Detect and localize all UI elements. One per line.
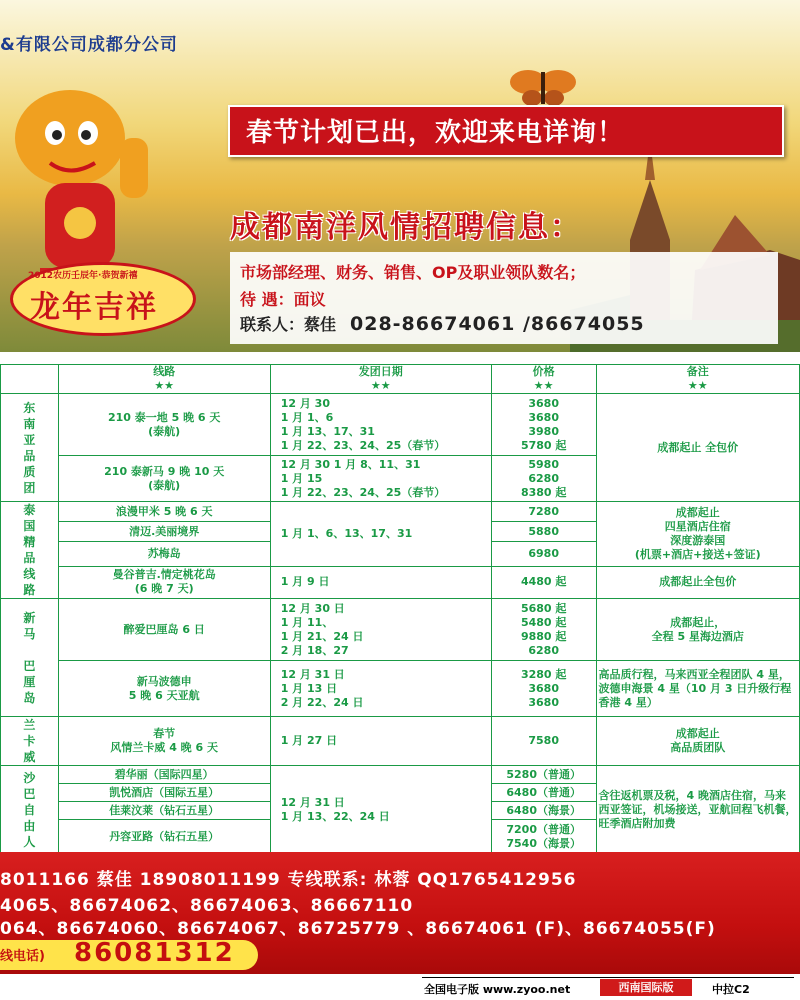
- date-cell: 12 月 30 日 1 月 11、 1 月 21、24 日 2 月 18、27: [280, 601, 364, 657]
- company-name: &有限公司成都分公司: [0, 35, 178, 55]
- route-cell: 凯悦酒店（国际五星）: [58, 784, 270, 802]
- hotline-number: 86081312: [74, 938, 235, 968]
- footer-contact-line-3: 064、86674060、86674067、86725779 、86674061 (F)、86674055(F): [0, 919, 716, 939]
- table-row: [1, 766, 800, 784]
- header-date: 发团日期 ★★: [270, 365, 491, 394]
- note-cell: 含往返机票及税，4 晚酒店住宿，马来西亚签证，机场接送，亚航回程飞机餐，旺季酒店附加费: [596, 766, 799, 854]
- header-category: [1, 365, 59, 394]
- slogan-text: 春节计划已出，欢迎来电详询！: [246, 118, 625, 148]
- table-header-row: [1, 365, 800, 394]
- date-cell: 12 月 31 日 1 月 13、22、24 日: [280, 795, 390, 823]
- route-cell: 丹容亚路（钻石五星）: [58, 820, 270, 854]
- date-cell: 12 月 31 日 1 月 13 日 2 月 22、24 日: [280, 667, 364, 709]
- edition-badge: 西南国际版: [600, 979, 692, 996]
- route-cell: 春节 风情兰卡威 4 晚 6 天: [58, 717, 270, 766]
- date-cell: 1 月 9 日: [280, 575, 330, 589]
- price-cell: 3680 3680 3980 5780 起: [491, 394, 596, 456]
- category-cell: 东 南 亚 品 质 团: [1, 394, 59, 502]
- page-number: 中拉C2: [712, 983, 750, 996]
- route-cell: 曼谷普吉.情定桃花岛 (6 晚 7 天): [58, 566, 270, 598]
- route-cell: 清迈.美丽境界: [58, 522, 270, 542]
- date-cell: 12 月 30 1 月 1、6 1 月 13、17、31 1 月 22、23、24、25（春节）: [280, 396, 446, 452]
- route-cell: 醉爱巴厘岛 6 日: [58, 599, 270, 661]
- recruit-contact: [240, 312, 645, 335]
- route-cell: 210 泰一地 5 晚 6 天 (泰航): [58, 394, 270, 456]
- price-cell: 6980: [491, 542, 596, 567]
- footer-contact-line-2: 4065、86674062、86674063、86667110: [0, 896, 414, 916]
- route-cell: 碧华丽（国际四星）: [58, 766, 270, 784]
- price-cell: 5980 6280 8380 起: [491, 456, 596, 502]
- logo-subtitle: 2012农历壬辰年·恭贺新禧: [28, 271, 138, 281]
- note-cell: 成都起止 全包价: [596, 394, 799, 502]
- price-cell: 6480（海景）: [491, 802, 596, 820]
- route-cell: 浪漫甲米 5 晚 6 天: [58, 502, 270, 522]
- table-row: [1, 566, 800, 598]
- contact-phone: 028-86674061 /86674055: [350, 313, 645, 335]
- category-cell: 泰 国 精 品 线 路: [1, 502, 59, 599]
- price-cell: 6480（普通）: [491, 784, 596, 802]
- hotline-label: 线电话): [0, 949, 45, 964]
- header-price: 价格 ★★: [491, 365, 596, 394]
- price-cell: 7280: [491, 502, 596, 522]
- route-cell: 210 泰新马 9 晚 10 天 (泰航): [58, 456, 270, 502]
- header-route: 线路 ★★: [58, 365, 270, 394]
- price-cell: 7200（普通） 7540（海景）: [491, 820, 596, 854]
- note-cell: 成都起止 高品质团队: [596, 717, 799, 766]
- note-cell: 成都起止全包价: [596, 566, 799, 598]
- table-row: [1, 599, 800, 661]
- edition-label: 全国电子版 www.zyoo.net: [424, 983, 571, 996]
- note-cell: 高品质行程，马来西亚全程团队 4 星，波德申海景 4 星（10 月 3 日升级行程香港 4 星）: [596, 661, 799, 717]
- footer-contact-line-1: 8011166 蔡佳 18908011199 专线联系: 林蓉 QQ1765412956: [0, 870, 577, 890]
- recruit-title: 成都南洋风情招聘信息：: [230, 210, 582, 245]
- contact-label: 联系人：蔡佳: [240, 315, 337, 334]
- edition-rule: [422, 977, 794, 978]
- category-cell: 兰 卡 威: [1, 717, 59, 766]
- route-cell: 苏梅岛: [58, 542, 270, 567]
- price-cell: 4480 起: [491, 566, 596, 598]
- note-cell: 成都起止 四星酒店住宿 深度游泰国 (机票+酒店+接送+签证): [596, 502, 799, 567]
- route-cell: 新马波德申 5 晚 6 天亚航: [58, 661, 270, 717]
- route-table: [0, 364, 800, 854]
- date-cell: 1 月 27 日: [280, 734, 338, 747]
- table-row: [1, 661, 800, 717]
- butterfly-illustration: [508, 64, 578, 108]
- date-cell: 1 月 1、6、13、17、31: [280, 526, 413, 540]
- table-row: [1, 502, 800, 522]
- price-cell: 3280 起 3680 3680: [491, 661, 596, 717]
- price-cell: 5880: [491, 522, 596, 542]
- note-cell: 成都起止， 全程 5 星海边酒店: [596, 599, 799, 661]
- recruit-positions: 市场部经理、财务、销售、OP及职业领队数名；: [240, 263, 586, 282]
- price-cell: 7580: [491, 717, 596, 766]
- price-cell: 5280（普通）: [491, 766, 596, 784]
- category-cell: 沙 巴 自 由 人: [1, 766, 59, 854]
- header-note: 备注 ★★: [596, 365, 799, 394]
- recruit-treatment: 待 遇：面议: [240, 290, 326, 309]
- price-cell: 5680 起 5480 起 9880 起 6280: [491, 599, 596, 661]
- table-row: [1, 394, 800, 456]
- table-row: [1, 717, 800, 766]
- logo-text: 龙年吉祥: [30, 290, 158, 325]
- route-cell: 佳莱汶莱（钻石五星）: [58, 802, 270, 820]
- category-cell: 新 马 巴 厘 岛: [1, 599, 59, 717]
- date-cell: 12 月 30 1 月 8、11、31 1 月 15 1 月 22、23、24、25（春节）: [280, 457, 446, 499]
